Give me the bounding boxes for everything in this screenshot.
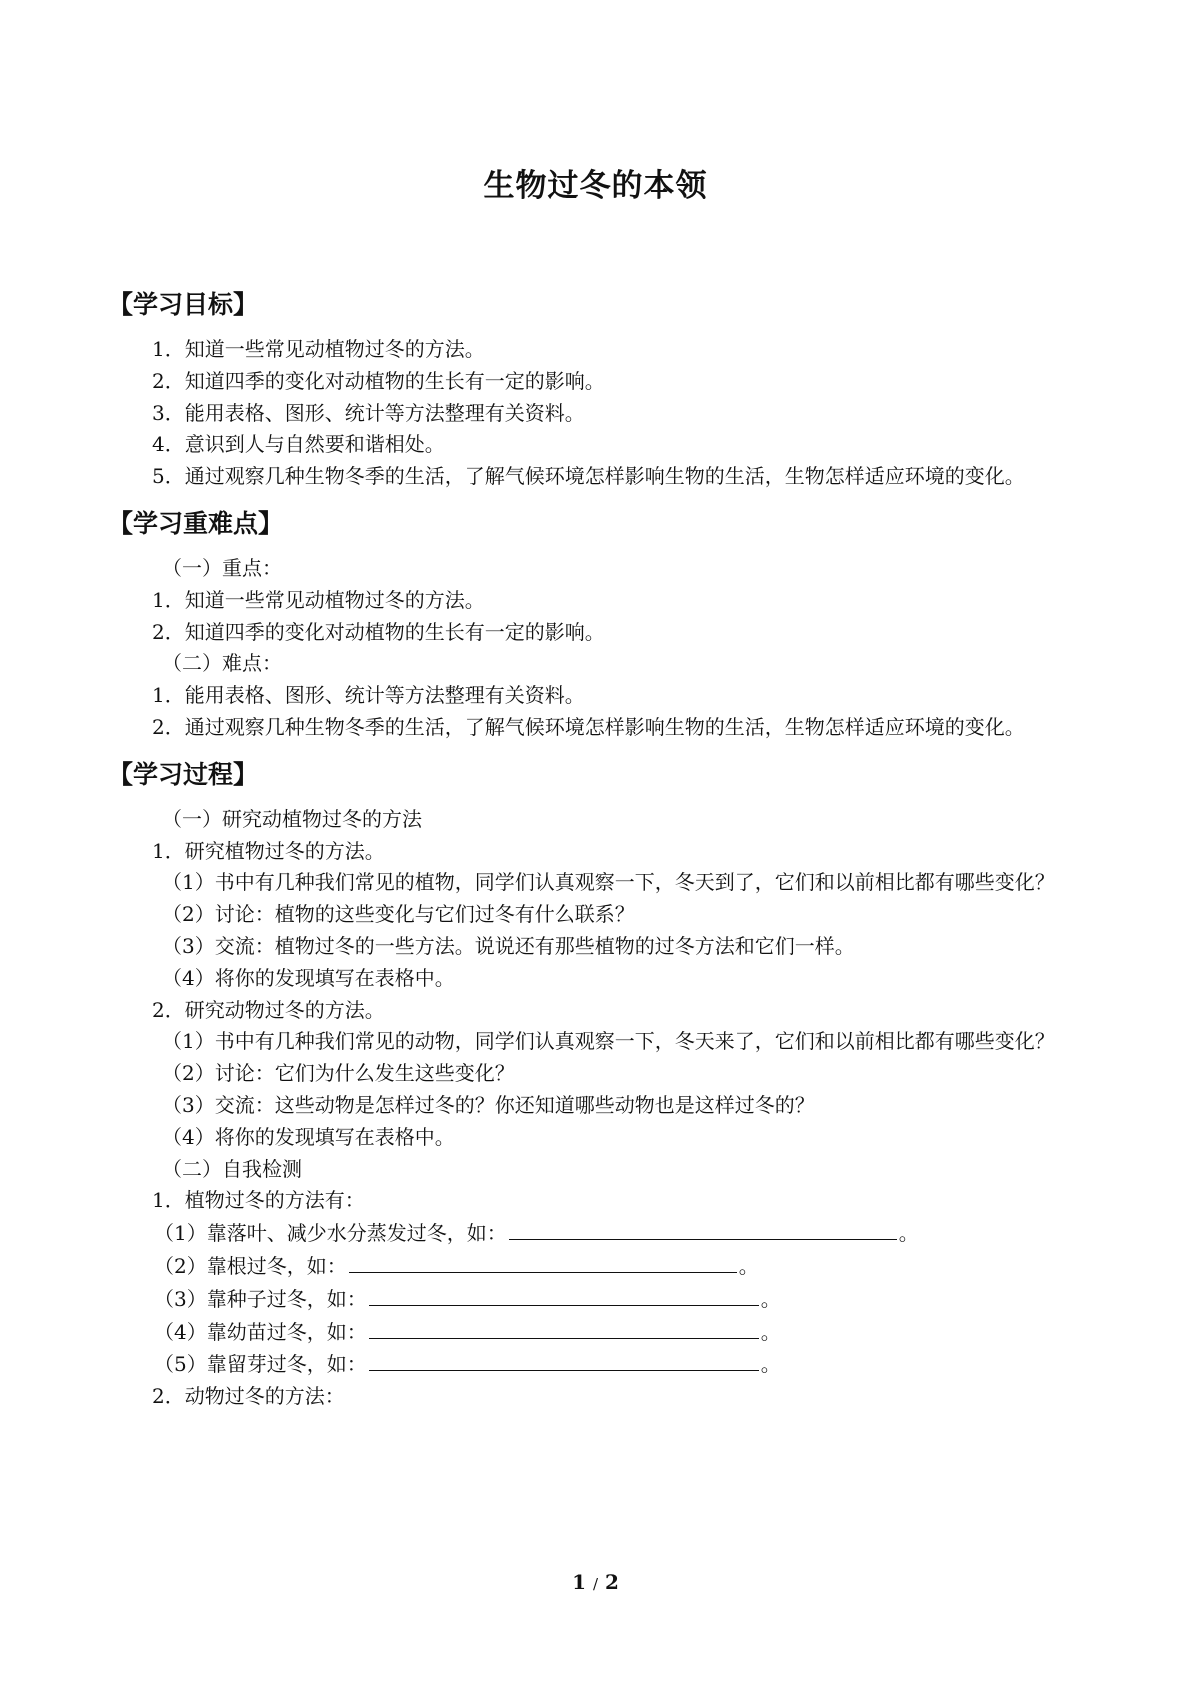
heading-key-points: 【学习重难点】	[108, 508, 284, 538]
page-separator: /	[592, 1575, 599, 1593]
heading-learning-process: 【学习过程】	[108, 759, 259, 789]
self-test-question-title: 1．植物过冬的方法有：	[152, 1188, 365, 1213]
fill-blank-item	[110, 1250, 1085, 1283]
page-current: 1	[572, 1570, 586, 1594]
difficult-points-subheading: （二）难点：	[162, 651, 282, 676]
page-total: 2	[605, 1570, 619, 1594]
plants-research-item: （3）交流：植物过冬的一些方法。说说还有那些植物的过冬方法和它们一样。	[162, 933, 855, 958]
document-body	[110, 288, 1085, 1413]
answer-blank[interactable]	[369, 1316, 759, 1339]
fill-blank-item	[110, 1316, 1085, 1349]
fill-blank-prompt: （1）靠落叶、减少水分蒸发过冬，如：	[154, 1221, 507, 1246]
fill-blank-end: 。	[898, 1221, 919, 1246]
fill-blank-end: 。	[738, 1253, 759, 1278]
self-test-question-title: 2．动物过冬的方法：	[152, 1384, 345, 1409]
plants-research-item: （1）书中有几种我们常见的植物，同学们认真观察一下，冬天到了，它们和以前相比都有哪些变化？	[162, 870, 1055, 895]
animals-research-item: （2）讨论：它们为什么发生这些变化？	[162, 1061, 515, 1086]
plants-research-title: 1．研究植物过冬的方法。	[152, 838, 385, 863]
fill-blank-prompt: （3）靠种子过冬，如：	[154, 1286, 367, 1311]
answer-blank[interactable]	[369, 1348, 759, 1371]
difficult-point-item: 2．通过观察几种生物冬季的生活，了解气候环境怎样影响生物的生活，生物怎样适应环境的变化。	[152, 714, 1025, 739]
document-title: 生物过冬的本领	[483, 168, 708, 204]
goal-item: 1．知道一些常见动植物过冬的方法。	[152, 337, 485, 361]
goal-item: 4．意识到人与自然要和谐相处。	[152, 432, 445, 457]
fill-blank-item	[110, 1283, 1085, 1316]
fill-blank-end: 。	[760, 1286, 781, 1311]
key-point-item: 2．知道四季的变化对动植物的生长有一定的影响。	[152, 619, 605, 644]
answer-blank[interactable]	[369, 1283, 759, 1306]
goal-item: 5．通过观察几种生物冬季的生活，了解气候环境怎样影响生物的生活，生物怎样适应环境的变化。	[152, 464, 1025, 489]
fill-blank-prompt: （4）靠幼苗过冬，如：	[154, 1319, 367, 1344]
fill-blank-prompt: （2）靠根过冬，如：	[154, 1253, 347, 1278]
page-number	[0, 1570, 1191, 1594]
answer-blank[interactable]	[509, 1217, 897, 1240]
goal-item: 3．能用表格、图形、统计等方法整理有关资料。	[152, 400, 585, 425]
animals-research-item: （4）将你的发现填写在表格中。	[162, 1124, 455, 1149]
fill-blank-prompt: （5）靠留芽过冬，如：	[154, 1352, 367, 1377]
plants-research-item: （4）将你的发现填写在表格中。	[162, 965, 455, 990]
fill-blank-item	[110, 1217, 1085, 1250]
goal-item: 2．知道四季的变化对动植物的生长有一定的影响。	[152, 368, 605, 393]
process-part-heading: （二）自我检测	[162, 1156, 302, 1181]
plants-research-item: （2）讨论：植物的这些变化与它们过冬有什么联系？	[162, 902, 635, 927]
fill-blank-item	[110, 1348, 1085, 1381]
difficult-point-item: 1．能用表格、图形、统计等方法整理有关资料。	[152, 683, 585, 708]
animals-research-item: （3）交流：这些动物是怎样过冬的？你还知道哪些动物也是这样过冬的？	[162, 1092, 815, 1117]
key-point-item: 1．知道一些常见动植物过冬的方法。	[152, 587, 485, 612]
heading-learning-goals: 【学习目标】	[108, 290, 259, 319]
fill-blank-end: 。	[760, 1352, 781, 1377]
process-part-heading: （一）研究动植物过冬的方法	[162, 806, 422, 831]
key-points-subheading: （一）重点：	[162, 555, 282, 580]
fill-blank-end: 。	[760, 1319, 781, 1344]
animals-research-item: （1）书中有几种我们常见的动物，同学们认真观察一下，冬天来了，它们和以前相比都有哪些变化？	[162, 1029, 1055, 1054]
animals-research-title: 2．研究动物过冬的方法。	[152, 997, 385, 1022]
answer-blank[interactable]	[349, 1250, 737, 1273]
